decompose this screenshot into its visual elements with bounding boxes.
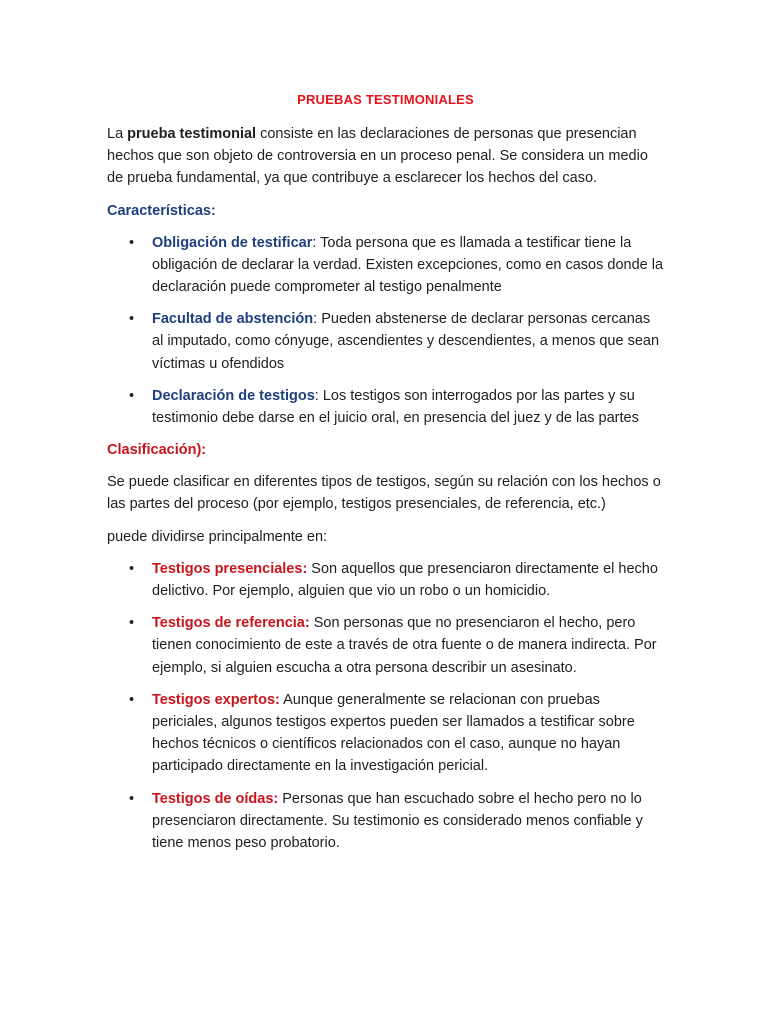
list-item bbox=[107, 689, 664, 778]
clasificacion-heading: Clasificación): bbox=[107, 442, 207, 459]
list-item bbox=[107, 612, 664, 679]
list-item-text: : Los testigos son interrogados por las partes y su testimonio debe darse en el juicio oral, en presencia del juez y de las partes bbox=[152, 387, 639, 427]
bullet-icon: • bbox=[129, 234, 135, 251]
intro-bold-term: prueba testimonial bbox=[127, 126, 257, 142]
list-item-term: Testigos presenciales: bbox=[152, 560, 308, 577]
list-item-term: Testigos de referencia: bbox=[152, 615, 310, 632]
bullet-icon: • bbox=[129, 560, 135, 577]
bullet-icon: • bbox=[129, 387, 135, 404]
bullet-icon: • bbox=[129, 311, 135, 328]
list-item bbox=[107, 385, 664, 429]
list-item bbox=[107, 788, 664, 855]
list-item-term: Declaración de testigos bbox=[152, 387, 315, 404]
bullet-icon: • bbox=[129, 691, 135, 708]
list-item-text: Son aquellos que presenciaron directamente el hecho delictivo. Por ejemplo, alguien que vio un robo o un homicidio. bbox=[152, 560, 658, 600]
bullet-icon: • bbox=[129, 615, 135, 632]
list-item-text: Aunque generalmente se relacionan con pruebas periciales, algunos testigos expertos pueden ser llamados a testificar sobre hechos técnicos o científicos relacionados con el caso, aunque no hayan participado directamente en la investigación pericial. bbox=[152, 691, 635, 775]
list-item bbox=[107, 232, 664, 299]
list-item-text: Personas que han escuchado sobre el hecho pero no lo presenciaron directamente. Su testimonio es considerado menos confiable y tiene menos peso probatorio. bbox=[152, 790, 643, 852]
intro-paragraph bbox=[107, 123, 664, 190]
document-title: PRUEBAS TESTIMONIALES bbox=[297, 92, 474, 107]
division-paragraph: puede dividirse principalmente en: bbox=[107, 528, 328, 545]
caracteristicas-list bbox=[107, 232, 664, 430]
intro-prefix: La bbox=[107, 126, 128, 142]
caracteristicas-heading: Características: bbox=[107, 202, 216, 219]
list-item-text: : Pueden abstenerse de declarar personas cercanas al imputado, como cónyuge, ascendientes y descendientes, a menos que sean víctimas u ofendidos bbox=[152, 311, 660, 372]
list-item-text: : Toda persona que es llamada a testificar tiene la obligación de declarar la verdad. Existen excepciones, como en casos donde la declaración puede comprometer al testigo penalmente bbox=[152, 234, 664, 296]
list-item bbox=[107, 558, 664, 602]
list-item-term: Facultad de abstención bbox=[152, 311, 314, 328]
bullet-icon: • bbox=[129, 790, 135, 807]
list-item bbox=[107, 308, 664, 375]
clasificacion-paragraph: Se puede clasificar en diferentes tipos de testigos, según su relación con los hechos o las partes del proceso (por ejemplo, testigos presenciales, de referencia, etc.) bbox=[107, 474, 661, 513]
intro-rest: consiste en las declaraciones de personas que presencian hechos que son objeto de controversia en un proceso penal. Se considera un medio de prueba fundamental, ya que contribuye a esclarecer los hechos del caso. bbox=[107, 126, 648, 187]
list-item-term: Testigos expertos: bbox=[152, 691, 280, 708]
clasificacion-list bbox=[107, 558, 664, 854]
list-item-term: Obligación de testificar bbox=[152, 234, 313, 251]
list-item-term: Testigos de oídas: bbox=[152, 790, 279, 807]
list-item-text: Son personas que no presenciaron el hecho, pero tienen conocimiento de este a través de otra fuente o de manera indirecta. Por ejemplo, si alguien escucha a otra persona describir un asesinato. bbox=[152, 615, 657, 676]
